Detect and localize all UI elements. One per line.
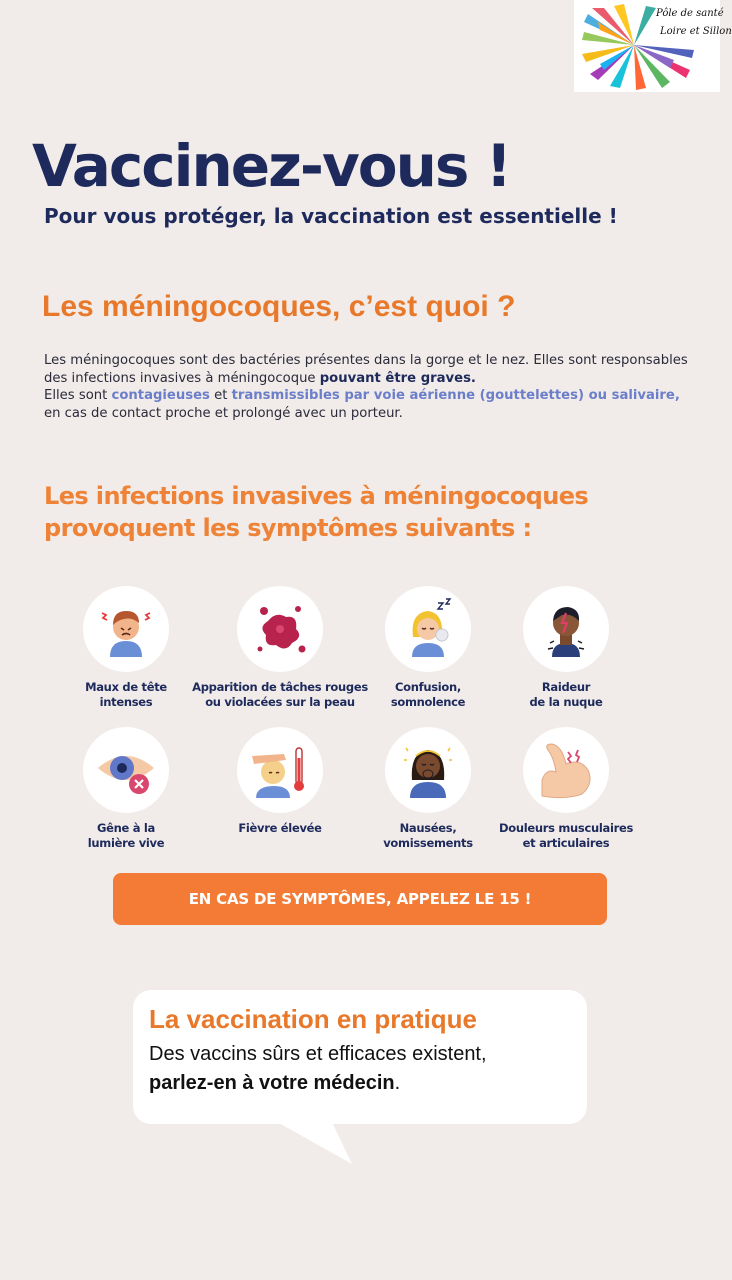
para1-text: Les méningocoques sont des bactéries présentes dans la gorge et le nez. Elles sont responsables des infections invasives à méningocoque <box>44 353 688 386</box>
symptom-stiff-neck <box>476 586 656 710</box>
symptom-headache <box>36 586 216 710</box>
section-symptoms-heading <box>44 480 588 544</box>
symptom-label-line1: Apparition de tâches rouges <box>192 680 368 694</box>
nausea-icon <box>385 727 471 813</box>
symptom-label-line1: Fièvre élevée <box>238 821 322 835</box>
symptom-muscle-pain <box>476 727 656 851</box>
symptom-label-line2: de la nuque <box>529 695 603 709</box>
logo-line2: Loire et Sillon <box>660 26 732 37</box>
symptom-label-line1: Gêne à la <box>97 821 155 835</box>
para2-text-a: Elles sont <box>44 388 112 403</box>
para2-highlight-contagious: contagieuses <box>111 388 210 403</box>
symptom-label-line1: Nausées, <box>399 821 457 835</box>
symptom-label-line1: Douleurs musculaires <box>498 821 634 835</box>
symptom-label-line2: somnolence <box>390 695 466 709</box>
stiff-neck-icon <box>523 586 609 672</box>
bubble-line2-end: . <box>394 1072 401 1094</box>
logo <box>574 0 732 92</box>
para1-bold: pouvant être graves. <box>319 370 476 386</box>
symptom-label-line1: Maux de tête <box>85 680 167 694</box>
section-meningococcus-heading: Les méningocoques, c’est quoi ? <box>42 290 516 323</box>
headache-icon <box>83 586 169 672</box>
symptom-light-sensitivity <box>36 727 216 851</box>
symptoms-heading-line2: provoquent les symptômes suivants : <box>44 514 532 542</box>
red-spots-icon <box>237 586 323 672</box>
symptom-label-line1: Raideur <box>541 680 591 694</box>
eye-light-icon <box>83 727 169 813</box>
symptom-label-line2: ou violacées sur la peau <box>205 695 355 709</box>
symptom-label-line1: Confusion, <box>395 680 461 694</box>
emergency-call-banner: EN CAS DE SYMPTÔMES, APPELEZ LE 15 ! <box>113 873 607 925</box>
para2-text-c: en cas de contact proche et prolongé avec un porteur. <box>44 405 403 421</box>
muscle-pain-icon <box>523 727 609 813</box>
vaccination-practice-text <box>149 1040 487 1098</box>
para2-text-b: et <box>209 388 232 403</box>
drowsy-icon <box>385 586 471 672</box>
bubble-line2-bold: parlez-en à votre médecin <box>149 1072 395 1094</box>
symptom-label-line2: vomissements <box>383 836 473 850</box>
section-meningococcus-text <box>44 352 694 422</box>
fever-icon <box>237 727 323 813</box>
page-title: Vaccinez-vous ! <box>32 132 511 200</box>
symptom-label-line2: intenses <box>99 695 153 709</box>
symptom-label-line2: et articulaires <box>522 836 610 850</box>
symptom-label-line2: lumière vive <box>87 836 165 850</box>
bubble-line1: Des vaccins sûrs et efficaces existent, <box>149 1043 487 1065</box>
page-subtitle: Pour vous protéger, la vaccination est essentielle ! <box>44 204 618 228</box>
logo-line1: Pôle de santé <box>656 8 724 19</box>
symptoms-heading-line1: Les infections invasives à méningocoques <box>44 482 589 510</box>
vaccination-practice-title: La vaccination en pratique <box>149 1004 477 1034</box>
para2-highlight-transmission: transmissibles par voie aérienne (gouttelettes) ou salivaire, <box>231 388 680 403</box>
